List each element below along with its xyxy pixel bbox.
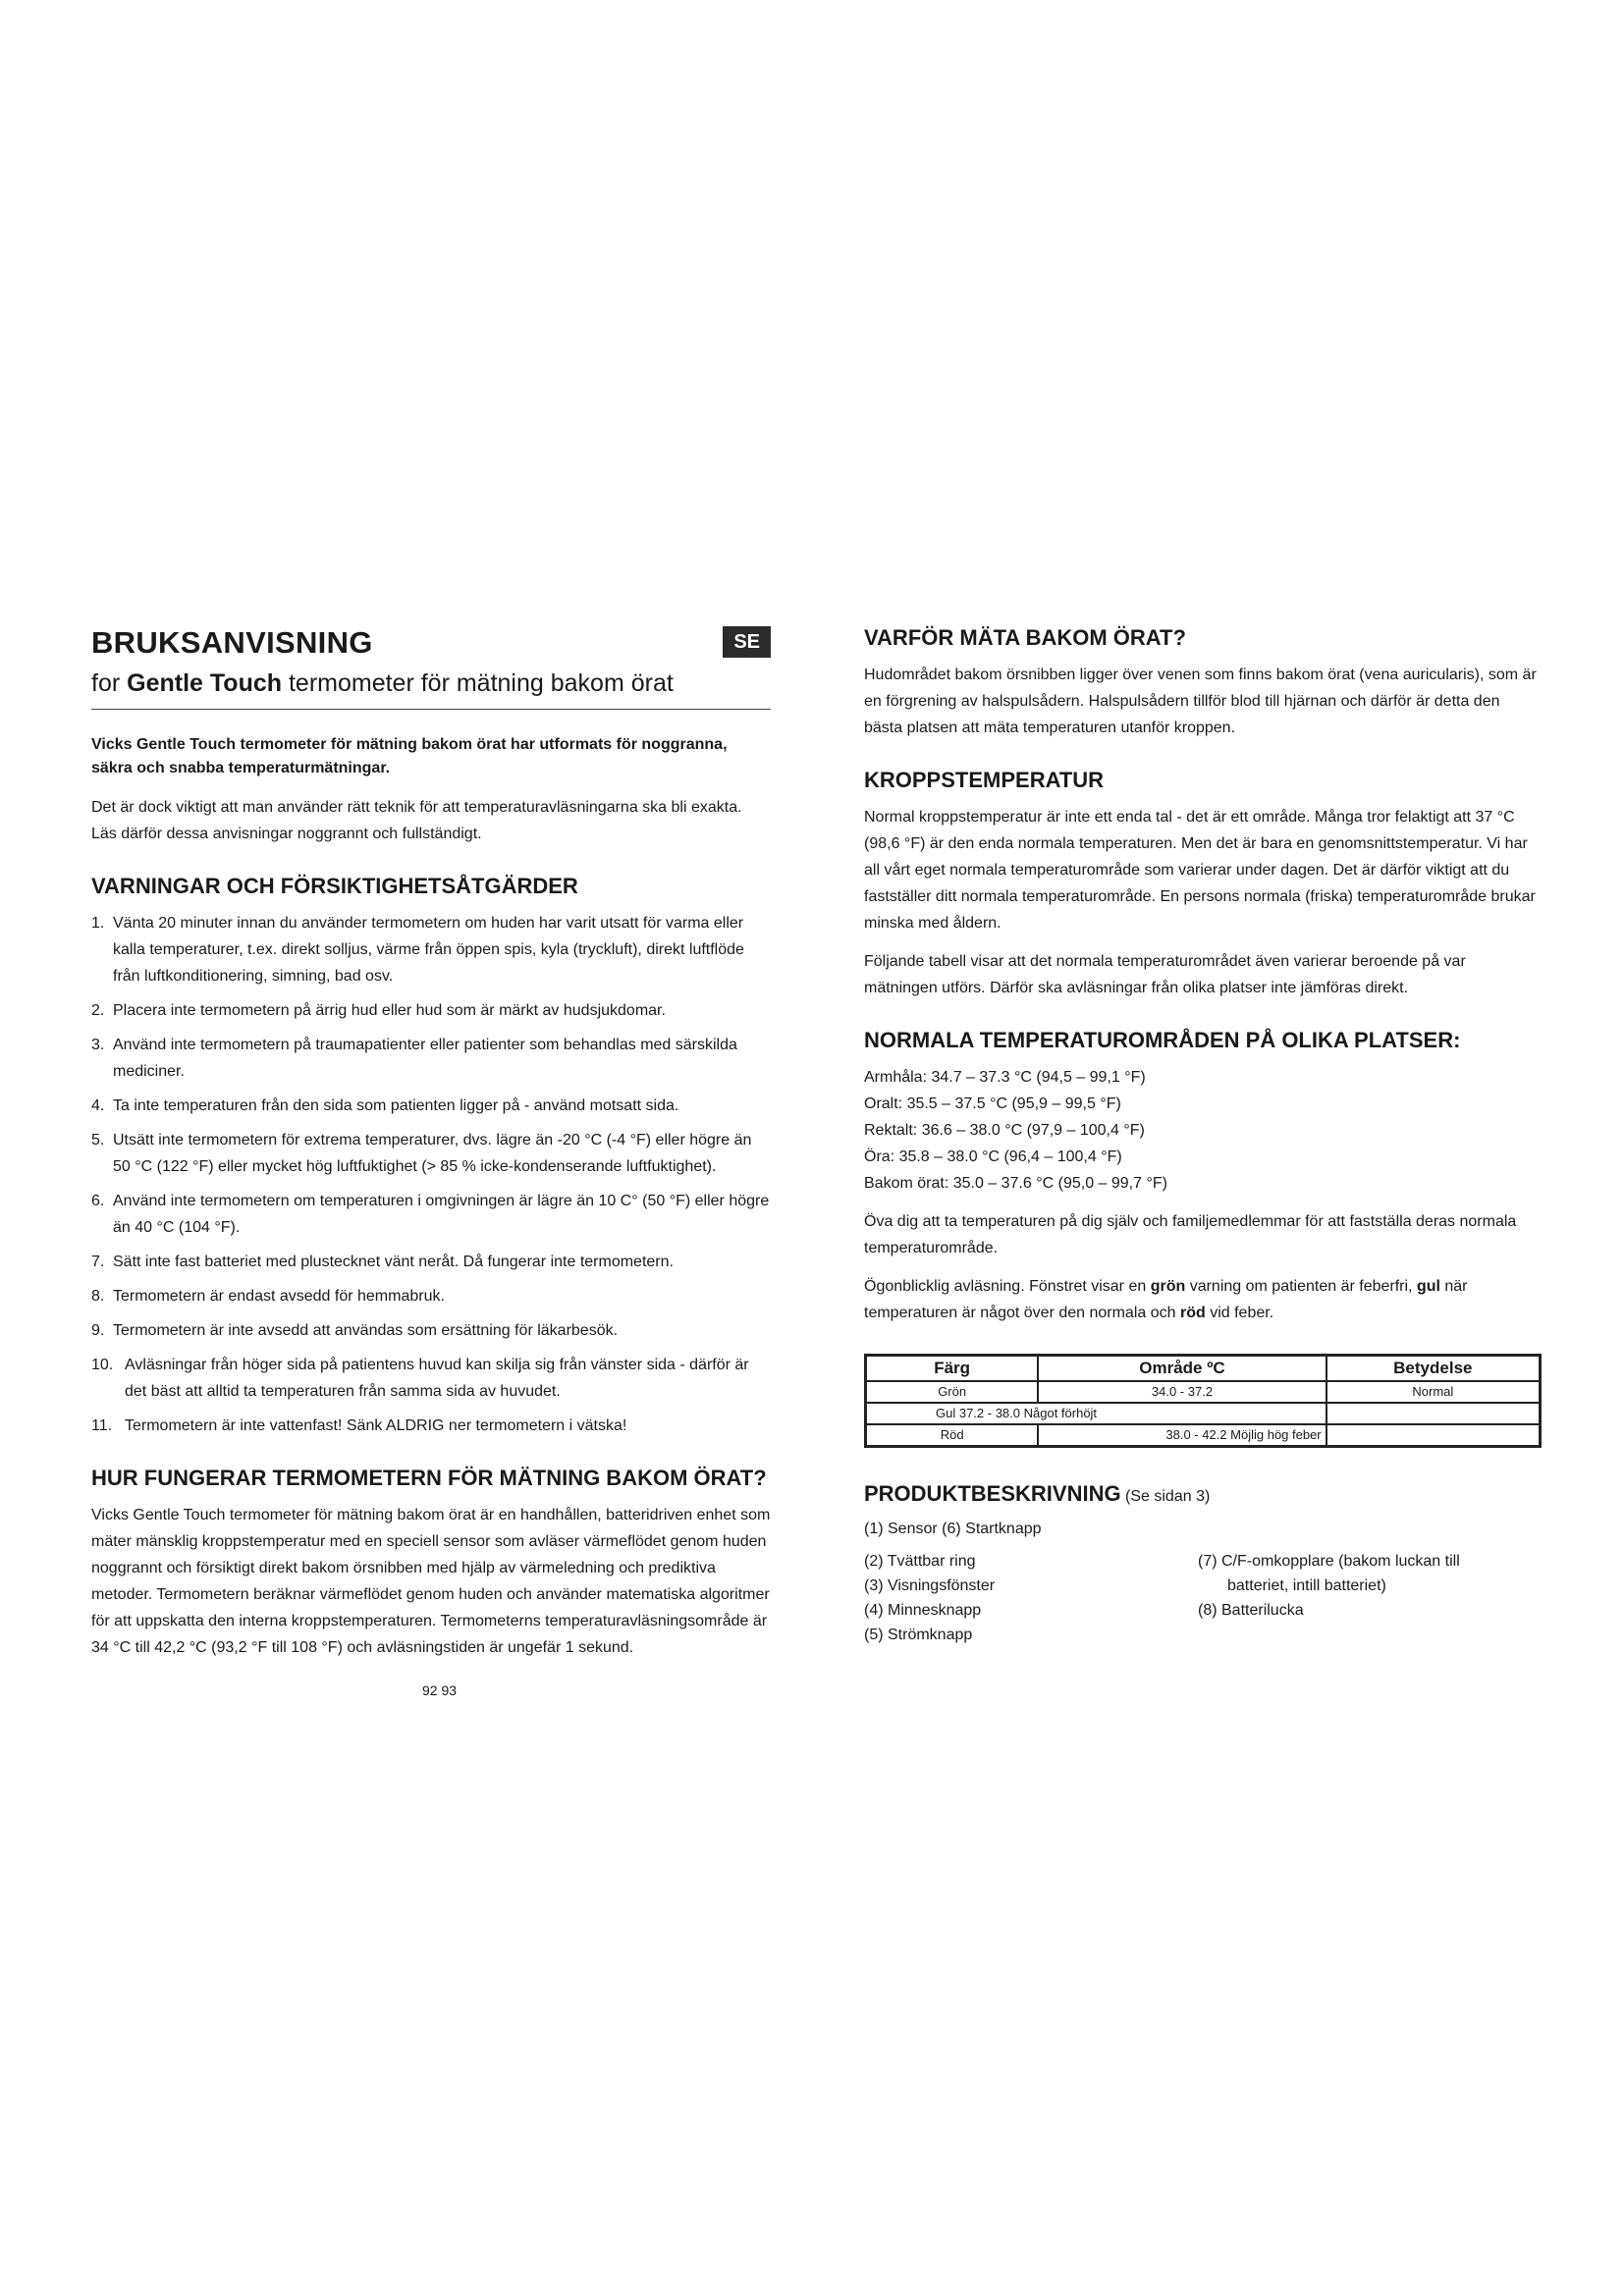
right-column	[864, 624, 1542, 1647]
table-row	[866, 1403, 1541, 1424]
instant-reading-text: Ögonblicklig avläsning. Fönstret visar en grön varning om patienten är feberfri, gul när temperaturen är något över den normala och röd vid feber.	[864, 1278, 1468, 1321]
body-temp-heading: KROPPSTEMPERATUR	[864, 768, 1105, 792]
range-bakom-orat: Bakom örat: 35.0 – 37.6 °C (95,0 – 99,7 °F)	[864, 1175, 1167, 1192]
part-item: (3) Visningsfönster	[864, 1577, 996, 1594]
subtitle-rest: termometer för mätning bakom örat	[288, 669, 674, 697]
product-parts-right	[1198, 1549, 1542, 1647]
how-text: Vicks Gentle Touch termometer för mätning bakom örat är en handhållen, batteridriven enhet som mäter mänsklig kroppstemperatur med en speciell sensor som avläser värmeflödet genom huden noggrannt och försiktigt direkt bakom örsnibben med hjälp av värmeledning och prediktiva metoder. Termometern beräknar värmeflödet genom huden och använder matematiska algoritmer för att uppskatta den interna kroppstemperaturen. Termometerns temperaturavläsningsområde är 34 °C till 42,2 °C (93,2 °F till 108 °F) och avläsningstiden är ungefär 1 sekund.	[91, 1507, 771, 1656]
product-heading: PRODUKTBESKRIVNING	[864, 1481, 1121, 1506]
part-item: (4) Minnesknapp	[864, 1602, 982, 1619]
red-word: röd	[1179, 1305, 1206, 1321]
table-cell: Gul 37.2 - 38.0 Något förhöjt	[866, 1403, 1326, 1424]
intro-bold: Vicks Gentle Touch termometer för mätning bakom örat har utformats för noggranna, säkra och snabba temperaturmätningar.	[91, 736, 728, 776]
part-item: (2) Tvättbar ring	[864, 1553, 976, 1570]
why-heading: VARFÖR MÄTA BAKOM ÖRAT?	[864, 625, 1186, 650]
product-note: (Se sidan 3)	[1125, 1488, 1211, 1505]
part-item: batteriet, intill batteriet)	[1227, 1577, 1386, 1594]
table-header: Område ºC	[1038, 1356, 1326, 1382]
range-armhala: Armhåla: 34.7 – 37.3 °C (94,5 – 99,1 °F)	[864, 1069, 1146, 1086]
warnings-list	[91, 910, 771, 1439]
part-item: (5) Strömknapp	[864, 1627, 973, 1643]
table-cell: 34.0 - 37.2	[1038, 1381, 1326, 1403]
color-table	[864, 1354, 1542, 1448]
language-badge: SE	[723, 626, 771, 658]
product-line1: (1) Sensor (6) Startknapp	[864, 1521, 1042, 1537]
list-item: 11. Termometern är inte vattenfast! Sänk ALDRIG ner termometern i vätska!	[91, 1417, 627, 1434]
title-row	[91, 624, 771, 662]
product-parts-left	[864, 1549, 1198, 1647]
list-item: 10. Avläsningar från höger sida på patientens huvud kan skilja sig från vänster sida - därför är det bäst att alltid ta temperaturen från samma sida av huvudet.	[91, 1357, 749, 1400]
left-column	[91, 624, 771, 1673]
normal-ranges-heading: NORMALA TEMPERATUROMRÅDEN PÅ OLIKA PLATSER:	[864, 1028, 1461, 1052]
body-temp-p2: Följande tabell visar att det normala temperaturområdet även varierar beroende på var mätningen utförs. Därför ska avläsningar från olika platser inte jämföras direkt.	[864, 953, 1466, 996]
list-item: 3. Använd inte termometern på traumapatienter eller patienter som behandlas med särskilda mediciner.	[91, 1037, 737, 1080]
practice-text: Öva dig att ta temperaturen på dig själv och familjemedlemmar för att fastställa deras normala temperaturområde.	[864, 1213, 1517, 1256]
list-item: 6. Använd inte termometern om temperaturen i omgivningen är lägre än 10 C° (50 °F) eller högre än 40 °C (104 °F).	[91, 1193, 770, 1236]
normal-ranges-list	[864, 1064, 1542, 1197]
table-cell	[1326, 1403, 1541, 1424]
table-cell: 38.0 - 42.2 Möjlig hög feber	[1038, 1424, 1326, 1447]
product-heading-row	[864, 1481, 1542, 1507]
subtitle-brand: Gentle Touch	[127, 669, 283, 697]
range-oralt: Oralt: 35.5 – 37.5 °C (95,9 – 99,5 °F)	[864, 1095, 1121, 1112]
table-cell: Röd	[866, 1424, 1039, 1447]
list-item: 5. Utsätt inte termometern för extrema temperaturer, dvs. lägre än -20 °C (-4 °F) eller högre än 50 °C (122 °F) eller mycket hög luftfuktighet (> 85 % icke-kondenserande luftfuktighet).	[91, 1132, 752, 1175]
body-temp-p1: Normal kroppstemperatur är inte ett enda tal - det är ett område. Många tror felaktigt att 37 °C (98,6 °F) är den enda normala temperaturen. Men det är bara en genomsnittstemperatur. Vi har all vårt eget normala temperaturområde som varierar under dagen. Det är därför viktigt att du fastställer ditt normala temperaturområde. En persons normala (friska) temperaturområde brukar minska med åldern.	[864, 809, 1536, 932]
list-item: 1. Vänta 20 minuter innan du använder termometern om huden har varit utsatt för varma eller kalla temperaturer, t.ex. direkt solljus, värme från öppen spis, kyla (tryckluft), direkt luftflöde från luftkonditionering, simning, bad osv.	[91, 915, 744, 985]
part-item: (8) Batterilucka	[1198, 1602, 1304, 1619]
table-header-row	[866, 1356, 1541, 1382]
table-cell: Grön	[866, 1381, 1039, 1403]
range-rektalt: Rektalt: 36.6 – 38.0 °C (97,9 – 100,4 °F)	[864, 1122, 1145, 1139]
part-item: (7) C/F-omkopplare (bakom luckan till	[1198, 1553, 1460, 1570]
table-header: Betydelse	[1326, 1356, 1541, 1382]
yellow-word: gul	[1416, 1278, 1440, 1295]
table-row	[866, 1381, 1541, 1403]
list-item: 2. Placera inte termometern på ärrig hud eller hud som är märkt av hudsjukdomar.	[91, 1002, 666, 1019]
table-row	[866, 1424, 1541, 1447]
how-heading: HUR FUNGERAR TERMOMETERN FÖR MÄTNING BAKOM ÖRAT?	[91, 1466, 767, 1490]
green-word: grön	[1150, 1278, 1186, 1295]
list-item: 4. Ta inte temperaturen från den sida som patienten ligger på - använd motsatt sida.	[91, 1097, 679, 1114]
table-header: Färg	[866, 1356, 1039, 1382]
table-cell	[1326, 1424, 1541, 1447]
table-cell: Normal	[1326, 1381, 1541, 1403]
list-item: 7. Sätt inte fast batteriet med plustecknet vänt neråt. Då fungerar inte termometern.	[91, 1254, 674, 1270]
list-item: 9. Termometern är inte avsedd att användas som ersättning för läkarbesök.	[91, 1322, 619, 1339]
product-parts	[864, 1549, 1542, 1647]
warnings-heading: VARNINGAR OCH FÖRSIKTIGHETSÅTGÄRDER	[91, 874, 578, 898]
page-title: BRUKSANVISNING	[91, 625, 373, 660]
why-text: Hudområdet bakom örsnibben ligger över venen som finns bakom örat (vena auricularis), som är en förgrening av halspulsådern. Halspulsådern tillför blod till hjärnan och därför är detta den bästa platsen att mäta temperaturen utanför kroppen.	[864, 667, 1537, 736]
list-item: 8. Termometern är endast avsedd för hemmabruk.	[91, 1288, 445, 1305]
subtitle	[91, 667, 771, 710]
range-ora: Öra: 35.8 – 38.0 °C (96,4 – 100,4 °F)	[864, 1148, 1122, 1165]
subtitle-prefix: for	[91, 669, 121, 697]
page-number: 92 93	[422, 1682, 458, 1698]
intro-text: Det är dock viktigt att man använder rätt teknik för att temperaturavläsningarna ska bli exakta. Läs därför dessa anvisningar noggrannt och fullständigt.	[91, 799, 742, 842]
